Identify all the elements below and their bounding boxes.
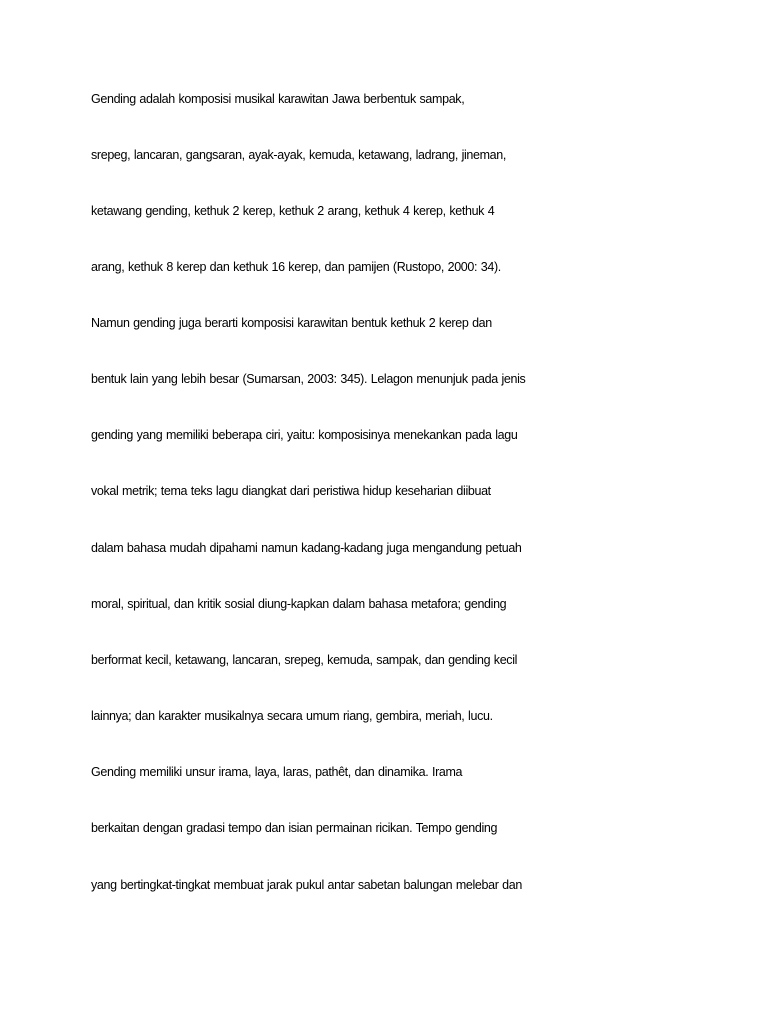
- text-line-7: gending yang memiliki beberapa ciri, yaitu: komposisinya menekankan pada lagu: [91, 428, 518, 442]
- text-line-13: Gending memiliki unsur irama, laya, laras, pathêt, dan dinamika. Irama: [91, 765, 463, 779]
- text-line-5: Namun gending juga berarti komposisi karawitan bentuk kethuk 2 kerep dan: [91, 316, 492, 330]
- text-line-11: berformat kecil, ketawang, lancaran, srepeg, kemuda, sampak, dan gending kecil: [91, 653, 518, 667]
- text-line-9: dalam bahasa mudah dipahami namun kadang-kadang juga mengandung petuah: [91, 541, 522, 555]
- text-line-1: Gending adalah komposisi musikal karawitan Jawa berbentuk sampak,: [91, 92, 465, 106]
- text-line-4: arang, kethuk 8 kerep dan kethuk 16 kerep, dan pamijen (Rustopo, 2000: 34).: [91, 260, 501, 274]
- text-line-15: yang bertingkat-tingkat membuat jarak pukul antar sabetan balungan melebar dan: [91, 878, 522, 892]
- text-line-10: moral, spiritual, dan kritik sosial diung-kapkan dalam bahasa metafora; gending: [91, 597, 507, 611]
- text-line-6: bentuk lain yang lebih besar (Sumarsan, 2003: 345). Lelagon menunjuk pada jenis: [91, 372, 526, 386]
- text-line-12: lainnya; dan karakter musikalnya secara umum riang, gembira, meriah, lucu.: [91, 709, 493, 723]
- text-line-2: srepeg, lancaran, gangsaran, ayak-ayak, kemuda, ketawang, ladrang, jineman,: [91, 148, 507, 162]
- text-line-8: vokal metrik; tema teks lagu diangkat dari peristiwa hidup keseharian diibuat: [91, 484, 491, 498]
- text-line-3: ketawang gending, kethuk 2 kerep, kethuk 2 arang, kethuk 4 kerep, kethuk 4: [91, 204, 495, 218]
- text-line-14: berkaitan dengan gradasi tempo dan isian permainan ricikan. Tempo gending: [91, 821, 498, 835]
